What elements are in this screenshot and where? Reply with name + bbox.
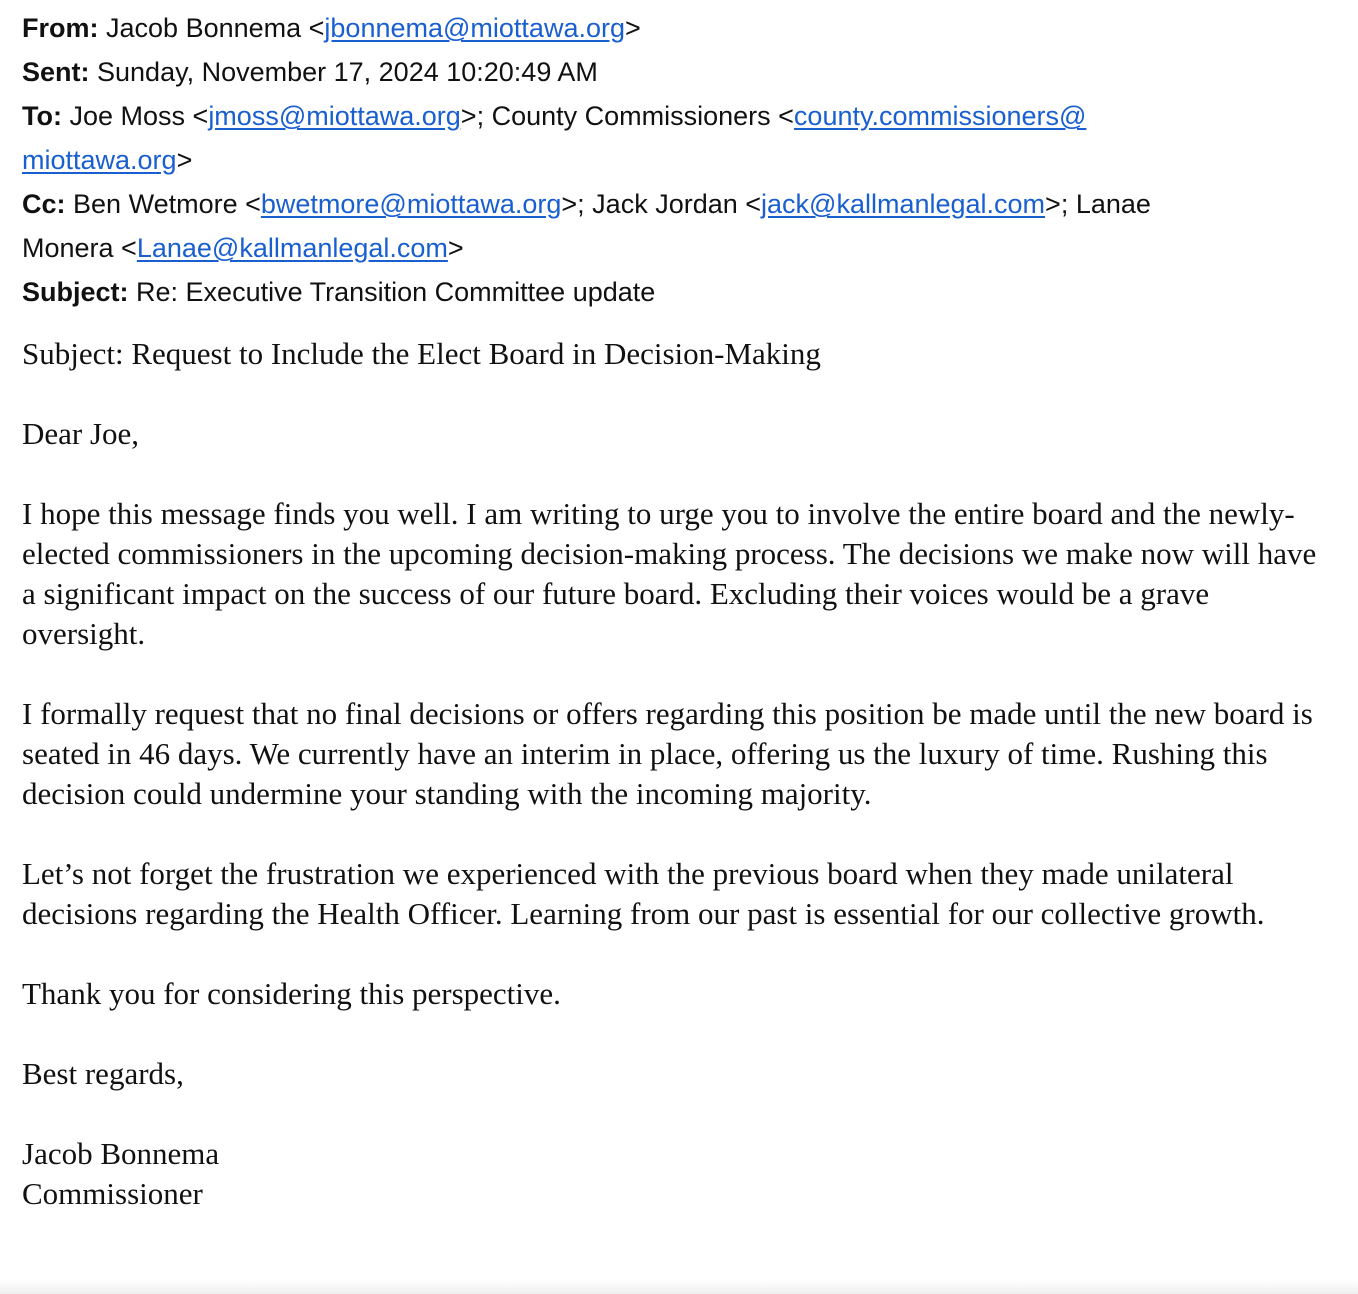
signature-name: Jacob Bonnema [22,1136,220,1171]
greeting: Dear Joe, [22,416,140,451]
from-email-link[interactable]: jbonnema@miottawa.org [324,13,625,43]
from-label: From: [22,13,99,43]
to-label: To: [22,101,62,131]
paragraph-4: Thank you for considering this perspective. [22,976,561,1011]
body-subject-line: Subject: Request to Include the Elect Board in Decision-Making [22,336,821,371]
to-email-link-commissioners-domain[interactable]: miottawa.org [22,145,177,175]
sent-label: Sent: [22,57,90,87]
email-body [22,334,1322,1214]
to-email-link-commissioners[interactable]: county.commissioners@ [793,101,1087,131]
bottom-edge-shadow [0,1280,1358,1294]
closing: Best regards, [22,1056,184,1091]
subject-label: Subject: [22,277,129,307]
cc-email-link-bwetmore[interactable]: bwetmore@miottawa.org [260,189,562,219]
subject-value: Re: Executive Transition Committee update [136,277,656,307]
email-header [22,6,1322,314]
paragraph-2: I formally request that no final decisions or offers regarding this position be made until the new board is seated in 46 days. We currently have an interim in place, offering us the luxury of time. Rushing this decision could undermine your standing with the incoming majority. [22,696,1313,811]
cc-label: Cc: [22,189,66,219]
cc-email-link-lanae[interactable]: Lanae@kallmanlegal.com [136,233,448,263]
sent-value: Sunday, November 17, 2024 10:20:49 AM [97,57,598,87]
signature-title: Commissioner [22,1176,203,1211]
from-name: Jacob Bonnema < [106,13,325,43]
subject-line [22,270,1322,314]
cc-line: Cc: Ben Wetmore <bwetmore@miottawa.org>; Jack Jordan <jack@kallmanlegal.com>; Lanae Monera <Lanae@kallmanlegal.com> [22,189,1151,263]
to-email-link-jmoss[interactable]: jmoss@miottawa.org [208,101,461,131]
to-line: To: Joe Moss <jmoss@miottawa.org>; County Commissioners <county.commissioners@ miottawa.org> [22,101,1087,175]
paragraph-3: Let’s not forget the frustration we experienced with the previous board when they made unilateral decisions regarding the Health Officer. Learning from our past is essential for our collective growth. [22,856,1265,931]
paragraph-1: I hope this message finds you well. I am writing to urge you to involve the entire board and the newly-elected commissioners in the upcoming decision-making process. The decisions we make now will have a significant impact on the success of our future board. Excluding their voices would be a grave oversight. [22,496,1317,651]
sent-line [22,50,1322,94]
from-line: From: Jacob Bonnema <jbonnema@miottawa.org> [22,13,641,43]
cc-email-link-jack[interactable]: jack@kallmanlegal.com [761,189,1046,219]
